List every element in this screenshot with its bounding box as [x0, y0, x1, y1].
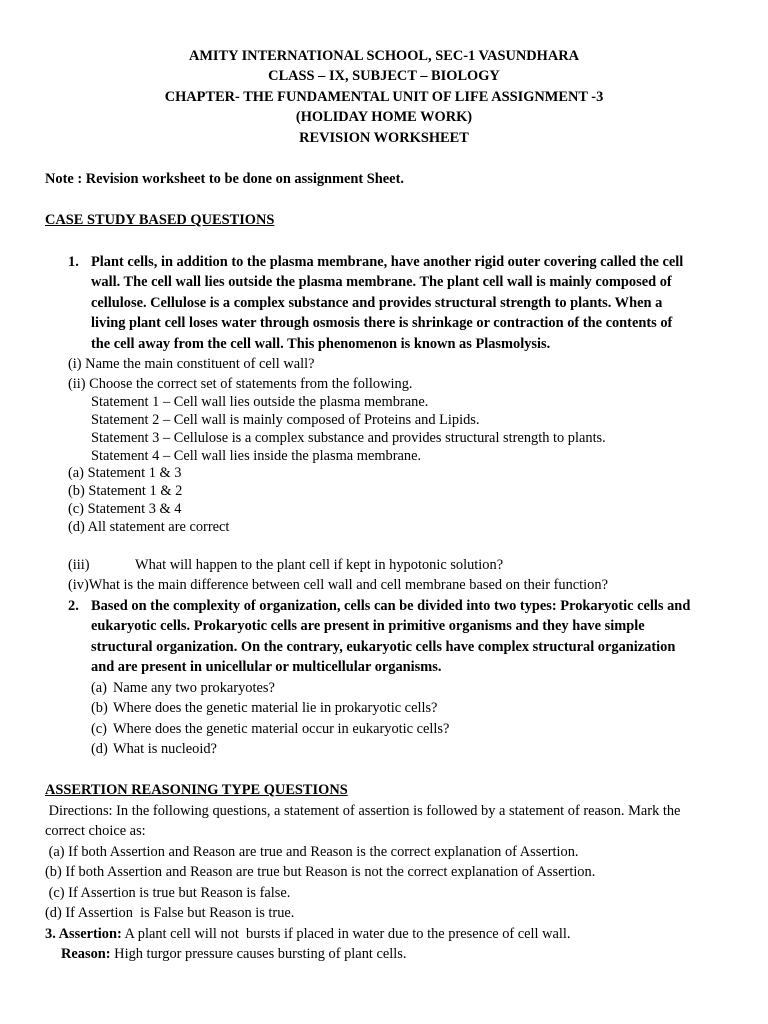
q1-sub-iv: (iv)What is the main difference between cell wall and cell membrane based on their function?	[68, 577, 608, 593]
q1-sub-iii: What will happen to the plant cell if kept in hypotonic solution?	[135, 557, 504, 573]
q1-passage-line: the cell away from the cell wall. This phenomenon is known as Plasmolysis.	[91, 336, 551, 352]
q1-passage-line: Plant cells, in addition to the plasma membrane, have another rigid outer covering called the cell	[91, 254, 684, 270]
q3-reason-text: High turgor pressure causes bursting of plant cells.	[110, 946, 407, 962]
case-study-heading: CASE STUDY BASED QUESTIONS	[45, 212, 275, 228]
q1-sub-ii: (ii) Choose the correct set of statements from the following.	[68, 376, 413, 392]
statement: Statement 2 – Cell wall is mainly composed of Proteins and Lipids.	[91, 412, 480, 428]
q3-assertion	[45, 927, 571, 941]
directions-line: correct choice as:	[45, 823, 146, 839]
q2-sub-text: Where does the genetic material lie in prokaryotic cells?	[113, 700, 438, 716]
statement: Statement 4 – Cell wall lies inside the plasma membrane.	[91, 448, 422, 464]
q2-passage-line: Based on the complexity of organization, cells can be divided into two types: Prokaryotic cells and	[91, 598, 691, 614]
option: (a) Statement 1 & 3	[68, 465, 182, 481]
q2-passage-line: eukaryotic cells. Prokaryotic cells are present in primitive organisms and they have simple	[91, 618, 645, 634]
q2-sub-text: What is nucleoid?	[113, 741, 217, 757]
school-name: AMITY INTERNATIONAL SCHOOL, SEC-1 VASUNDHARA	[188, 48, 580, 64]
holiday-homework: (HOLIDAY HOME WORK)	[295, 109, 473, 125]
q2-sub-label: (a)	[91, 680, 107, 696]
statement: Statement 3 – Cellulose is a complex substance and provides structural strength to plants.	[91, 430, 606, 446]
option: (d) All statement are correct	[68, 519, 230, 535]
q2-sub-text: Name any two prokaryotes?	[113, 680, 275, 696]
note: Note : Revision worksheet to be done on assignment Sheet.	[45, 171, 404, 187]
q2-sub-label: (d)	[91, 741, 108, 757]
choice: (c) If Assertion is true but Reason is false.	[45, 885, 291, 901]
worksheet-title: REVISION WORKSHEET	[299, 130, 469, 146]
q1-passage-line: living plant cell loses water through osmosis there is shrinkage or contraction of the contents of	[91, 315, 673, 331]
q2-sub-label: (c)	[91, 721, 107, 737]
class-subject: CLASS – IX, SUBJECT – BIOLOGY	[268, 68, 500, 84]
option: (b) Statement 1 & 2	[68, 483, 183, 499]
directions-line: Directions: In the following questions, a statement of assertion is followed by a statement of reason. Mark the	[45, 803, 681, 819]
statement: Statement 1 – Cell wall lies outside the plasma membrane.	[91, 394, 429, 410]
q1-passage-line: cellulose. Cellulose is a complex substance and provides structural strength to plants. When a	[91, 295, 663, 311]
q2-passage-line: and are present in unicellular or multicellular organisms.	[91, 659, 442, 675]
q3-reason-label: Reason:	[61, 946, 111, 962]
assertion-heading: ASSERTION REASONING TYPE QUESTIONS	[45, 782, 348, 798]
q3-assertion-label: 3. Assertion:	[45, 926, 122, 942]
q1-sub-i: (i) Name the main constituent of cell wall?	[68, 356, 315, 372]
q2-number: 2.	[68, 598, 79, 614]
q2-sub-label: (b)	[91, 700, 108, 716]
q1-sub-iii-label: (iii)	[68, 557, 90, 573]
q1-passage-line: wall. The cell wall lies outside the plasma membrane. The plant cell wall is mainly composed of	[91, 274, 672, 290]
choice: (a) If both Assertion and Reason are true and Reason is the correct explanation of Assertion.	[45, 844, 579, 860]
q3-reason	[61, 947, 406, 961]
q1-number: 1.	[68, 254, 79, 270]
option: (c) Statement 3 & 4	[68, 501, 182, 517]
chapter-title: CHAPTER- THE FUNDAMENTAL UNIT OF LIFE ASSIGNMENT -3	[164, 89, 604, 105]
q2-passage-line: structural organization. On the contrary, eukaryotic cells have complex structural organization	[91, 639, 676, 655]
choice: (d) If Assertion is False but Reason is true.	[45, 905, 295, 921]
q2-sub-text: Where does the genetic material occur in eukaryotic cells?	[113, 721, 450, 737]
choice: (b) If both Assertion and Reason are true but Reason is not the correct explanation of Assertion.	[45, 864, 596, 880]
q3-assertion-text: A plant cell will not bursts if placed in water due to the presence of cell wall.	[121, 926, 571, 942]
